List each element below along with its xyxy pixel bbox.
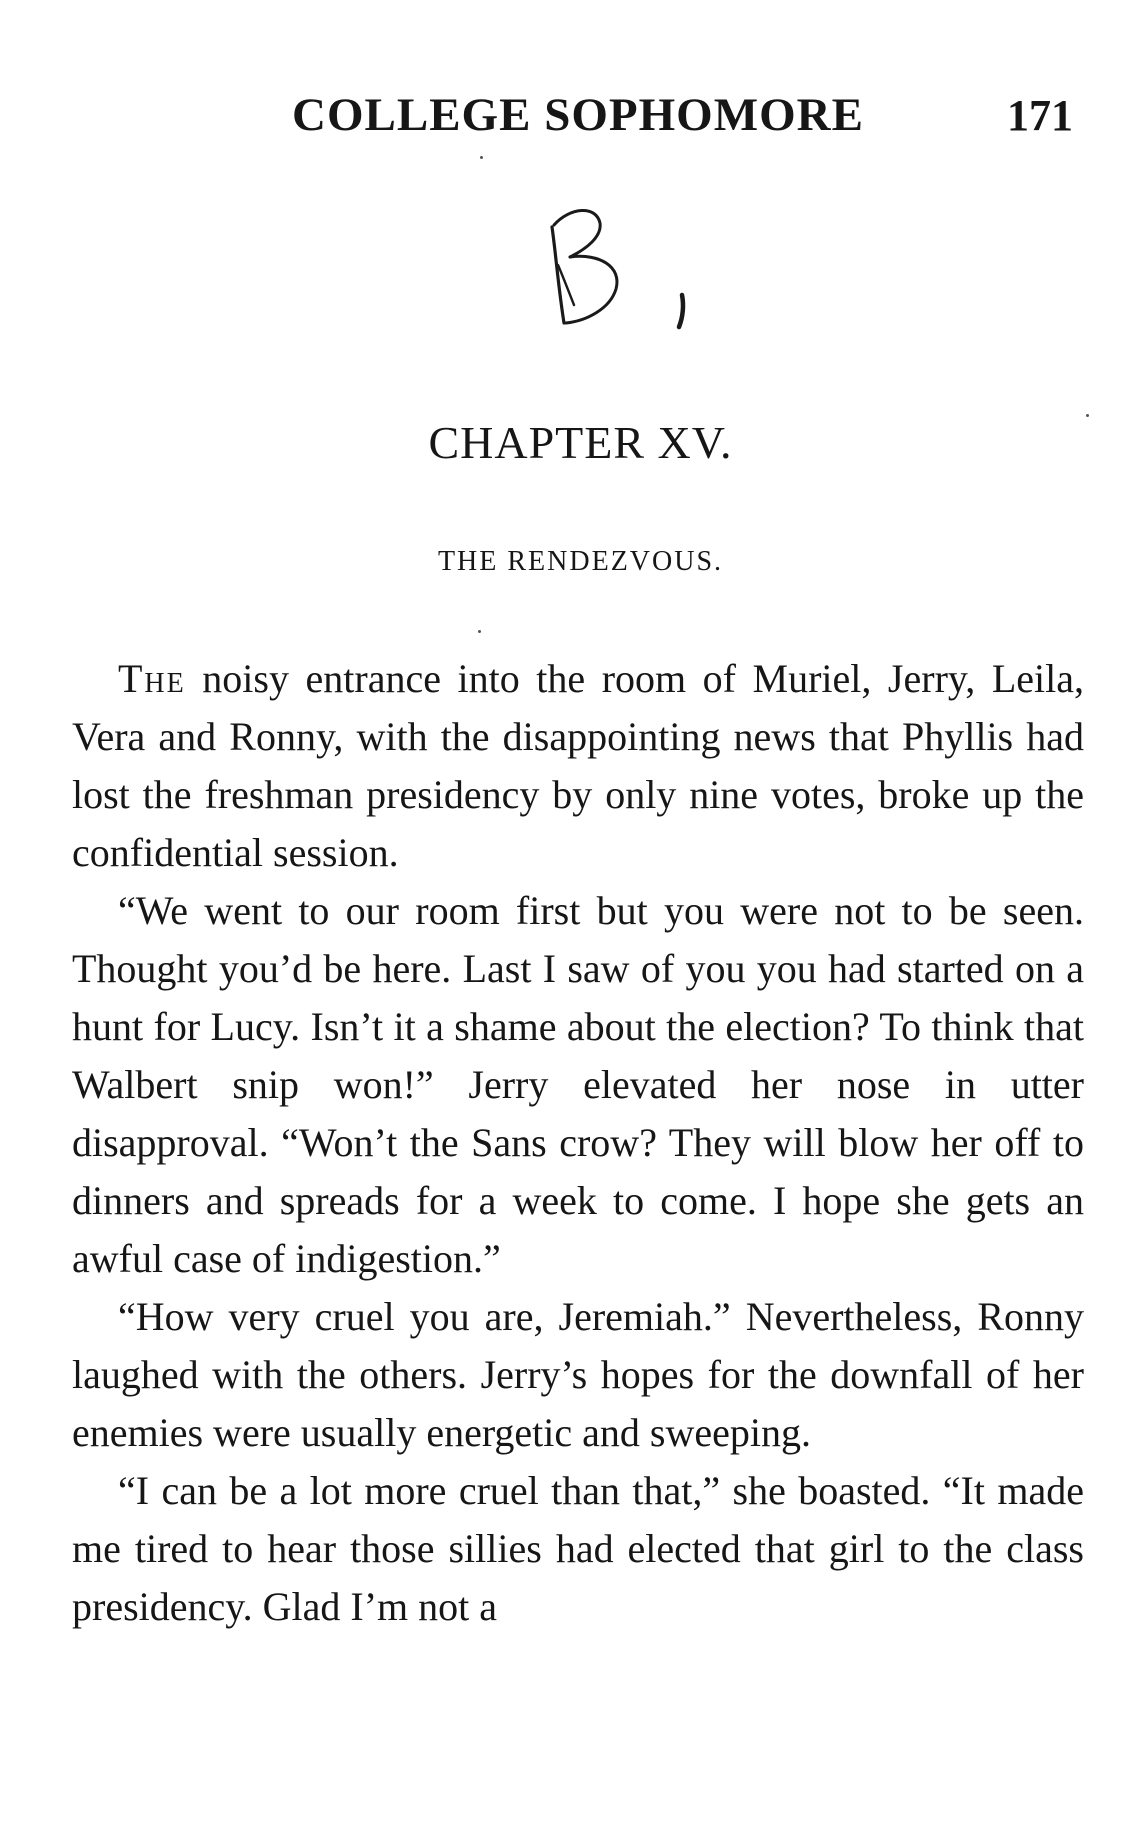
running-head xyxy=(0,89,1141,152)
running-title: COLLEGE SOPHOMORE xyxy=(292,89,864,141)
handwritten-b-upper-bowl xyxy=(554,210,600,257)
paragraph-text: “I can be a lot more cruel than that,” she boasted. “It made me tired to hear those sillies had elected that girl to the class presidency. Glad I’m not a xyxy=(72,1468,1084,1629)
paragraph-text: “We went to our room first but you were not to be seen. Thought you’d be here. Last I saw of you you had started on a hunt for Lucy. Isn’t it a shame about the election? To think that Walbert snip won!” Jerry elevated her nose in utter disapproval. “Won’t the Sans crow? They will blow her off to dinners and spreads for a week to come. I hope she gets an awful case of indigestion.” xyxy=(72,888,1084,1281)
body-text xyxy=(72,650,1084,1636)
chapter-heading: CHAPTER XV. xyxy=(428,417,733,468)
paragraph-2 xyxy=(72,882,1084,1288)
paragraph-1 xyxy=(72,650,1084,882)
handwritten-comma xyxy=(679,295,683,327)
paragraph-4 xyxy=(72,1462,1084,1636)
handwritten-b-mark xyxy=(540,205,710,335)
scan-speck xyxy=(478,630,481,633)
paragraph-lead-word: The xyxy=(118,656,186,701)
paragraph-text: “How very cruel you are, Jeremiah.” Nevertheless, Ronny laughed with the others. Jerry’s hopes for the downfall of her enemies were usually energetic and sweeping. xyxy=(72,1294,1084,1455)
page-number: 171 xyxy=(1007,91,1073,140)
chapter-title: THE RENDEZVOUS. xyxy=(437,546,724,577)
handwritten-b-lower-bowl xyxy=(566,256,617,323)
paragraph-text: noisy entrance into the room of Muriel, Jerry, Leila, Vera and Ronny, with the disappointing news that Phyllis had lost the freshman presidency by only nine votes, broke up the confidential session. xyxy=(72,656,1084,875)
scan-speck xyxy=(480,156,483,159)
paragraph-3 xyxy=(72,1288,1084,1462)
scan-speck xyxy=(1086,414,1089,417)
